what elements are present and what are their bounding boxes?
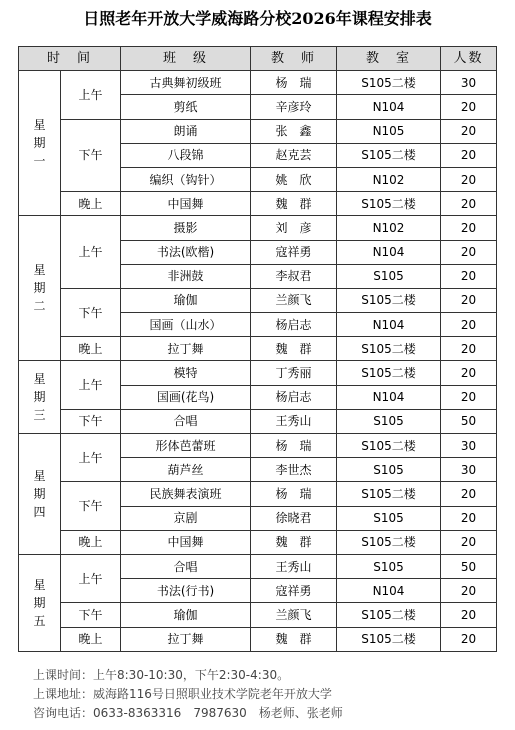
count-cell: 30 [441, 71, 497, 95]
count-cell: 30 [441, 434, 497, 458]
teacher-cell: 辛彦玲 [251, 95, 337, 119]
room-cell: N104 [337, 579, 441, 603]
footer-notes [33, 666, 343, 723]
class-cell: 合唱 [121, 554, 251, 578]
room-cell: S105二楼 [337, 143, 441, 167]
class-cell: 剪纸 [121, 95, 251, 119]
teacher-cell: 王秀山 [251, 409, 337, 433]
day-cell [19, 216, 61, 361]
teacher-cell: 兰颜飞 [251, 288, 337, 312]
table-row [19, 216, 497, 240]
day-char: 一 [33, 154, 46, 169]
slot-cell: 上午 [61, 554, 121, 602]
class-cell: 朗诵 [121, 119, 251, 143]
teacher-cell: 张 鑫 [251, 119, 337, 143]
count-cell: 20 [441, 482, 497, 506]
count-cell: 20 [441, 530, 497, 554]
room-cell: S105二楼 [337, 71, 441, 95]
day-char: 期 [33, 486, 46, 501]
slot-cell: 上午 [61, 361, 121, 409]
teacher-cell: 魏 群 [251, 192, 337, 216]
day-char: 五 [33, 613, 46, 628]
room-cell: N104 [337, 385, 441, 409]
day-char: 期 [33, 595, 46, 610]
day-char: 期 [33, 390, 46, 405]
class-cell: 形体芭蕾班 [121, 434, 251, 458]
room-cell: S105二楼 [337, 337, 441, 361]
teacher-cell: 李世杰 [251, 458, 337, 482]
room-cell: S105 [337, 506, 441, 530]
table-row [19, 361, 497, 385]
slot-cell: 上午 [61, 71, 121, 119]
day-cell [19, 361, 61, 434]
count-cell: 20 [441, 337, 497, 361]
class-cell: 古典舞初级班 [121, 71, 251, 95]
page-title: 日照老年开放大学威海路分校2026年课程安排表 [83, 9, 432, 28]
count-cell: 20 [441, 119, 497, 143]
room-cell: N104 [337, 313, 441, 337]
count-cell: 20 [441, 627, 497, 651]
class-cell: 中国舞 [121, 192, 251, 216]
table-header-row [19, 47, 497, 71]
slot-cell: 晚上 [61, 337, 121, 361]
schedule-body [19, 71, 497, 652]
teacher-cell: 杨 瑞 [251, 71, 337, 95]
class-cell: 葫芦丝 [121, 458, 251, 482]
room-cell: S105二楼 [337, 434, 441, 458]
slot-cell: 下午 [61, 603, 121, 627]
room-cell: S105二楼 [337, 603, 441, 627]
table-row [19, 337, 497, 361]
room-cell: S105 [337, 264, 441, 288]
teacher-cell: 徐晓君 [251, 506, 337, 530]
count-cell: 20 [441, 143, 497, 167]
slot-cell: 上午 [61, 216, 121, 289]
day-char: 星 [33, 118, 46, 133]
count-cell: 20 [441, 506, 497, 530]
teacher-cell: 姚 欣 [251, 167, 337, 191]
header-class: 班 级 [121, 47, 251, 71]
room-cell: S105 [337, 554, 441, 578]
slot-cell: 下午 [61, 409, 121, 433]
day-char: 二 [33, 299, 46, 314]
room-cell: S105二楼 [337, 627, 441, 651]
day-char: 星 [33, 263, 46, 278]
class-cell: 中国舞 [121, 530, 251, 554]
slot-cell: 晚上 [61, 530, 121, 554]
teacher-cell: 刘 彦 [251, 216, 337, 240]
count-cell: 20 [441, 95, 497, 119]
footer-contact: 咨询电话：0633-8363316 7987630 杨老师、张老师 [33, 706, 343, 720]
count-cell: 50 [441, 409, 497, 433]
table-row [19, 554, 497, 578]
teacher-cell: 王秀山 [251, 554, 337, 578]
slot-cell: 上午 [61, 434, 121, 482]
count-cell: 20 [441, 288, 497, 312]
footer-class-time: 上课时间：上午8:30-10:30，下午2:30-4:30。 [33, 668, 290, 682]
table-row [19, 192, 497, 216]
class-cell: 京剧 [121, 506, 251, 530]
room-cell: S105二楼 [337, 288, 441, 312]
table-row [19, 119, 497, 143]
count-cell: 20 [441, 579, 497, 603]
class-cell: 国画(花鸟) [121, 385, 251, 409]
room-cell: N102 [337, 167, 441, 191]
teacher-cell: 李叔君 [251, 264, 337, 288]
slot-cell: 下午 [61, 119, 121, 192]
table-row [19, 627, 497, 651]
room-cell: S105二楼 [337, 192, 441, 216]
footer-address: 上课地址：威海路116号日照职业技术学院老年开放大学 [33, 687, 332, 701]
class-cell: 拉丁舞 [121, 337, 251, 361]
room-cell: S105 [337, 458, 441, 482]
class-cell: 瑜伽 [121, 288, 251, 312]
slot-cell: 晚上 [61, 627, 121, 651]
class-cell: 拉丁舞 [121, 627, 251, 651]
teacher-cell: 魏 群 [251, 530, 337, 554]
table-row [19, 530, 497, 554]
header-time: 时 间 [19, 47, 121, 71]
room-cell: N104 [337, 240, 441, 264]
teacher-cell: 魏 群 [251, 337, 337, 361]
count-cell: 20 [441, 192, 497, 216]
table-row [19, 288, 497, 312]
day-char: 期 [33, 136, 46, 151]
count-cell: 20 [441, 603, 497, 627]
class-cell: 书法(欧楷) [121, 240, 251, 264]
teacher-cell: 丁秀丽 [251, 361, 337, 385]
table-row [19, 434, 497, 458]
table-row [19, 71, 497, 95]
slot-cell: 晚上 [61, 192, 121, 216]
count-cell: 20 [441, 361, 497, 385]
class-cell: 合唱 [121, 409, 251, 433]
teacher-cell: 杨 瑞 [251, 482, 337, 506]
class-cell: 摄影 [121, 216, 251, 240]
count-cell: 30 [441, 458, 497, 482]
class-cell: 八段锦 [121, 143, 251, 167]
count-cell: 50 [441, 554, 497, 578]
count-cell: 20 [441, 167, 497, 191]
class-cell: 瑜伽 [121, 603, 251, 627]
teacher-cell: 杨 瑞 [251, 434, 337, 458]
day-cell [19, 71, 61, 216]
header-teacher: 教 师 [251, 47, 337, 71]
teacher-cell: 杨启志 [251, 385, 337, 409]
room-cell: N102 [337, 216, 441, 240]
header-count: 人数 [441, 47, 497, 71]
count-cell: 20 [441, 313, 497, 337]
room-cell: N105 [337, 119, 441, 143]
header-room: 教 室 [337, 47, 441, 71]
teacher-cell: 魏 群 [251, 627, 337, 651]
class-cell: 编织（钩针） [121, 167, 251, 191]
day-char: 期 [33, 281, 46, 296]
teacher-cell: 寇祥勇 [251, 579, 337, 603]
day-cell [19, 554, 61, 651]
room-cell: S105二楼 [337, 482, 441, 506]
count-cell: 20 [441, 240, 497, 264]
day-char: 四 [33, 504, 46, 519]
table-row [19, 603, 497, 627]
room-cell: S105二楼 [337, 361, 441, 385]
count-cell: 20 [441, 264, 497, 288]
day-char: 星 [33, 372, 46, 387]
room-cell: N104 [337, 95, 441, 119]
table-row [19, 482, 497, 506]
slot-cell: 下午 [61, 482, 121, 530]
teacher-cell: 寇祥勇 [251, 240, 337, 264]
class-cell: 民族舞表演班 [121, 482, 251, 506]
class-cell: 书法(行书) [121, 579, 251, 603]
teacher-cell: 赵克芸 [251, 143, 337, 167]
teacher-cell: 兰颜飞 [251, 603, 337, 627]
room-cell: S105 [337, 409, 441, 433]
class-cell: 模特 [121, 361, 251, 385]
schedule-table [18, 46, 497, 652]
table-row [19, 409, 497, 433]
count-cell: 20 [441, 385, 497, 409]
teacher-cell: 杨启志 [251, 313, 337, 337]
class-cell: 国画（山水） [121, 313, 251, 337]
class-cell: 非洲鼓 [121, 264, 251, 288]
day-char: 星 [33, 577, 46, 592]
room-cell: S105二楼 [337, 530, 441, 554]
slot-cell: 下午 [61, 288, 121, 336]
count-cell: 20 [441, 216, 497, 240]
day-char: 三 [33, 408, 46, 423]
day-char: 星 [33, 468, 46, 483]
day-cell [19, 434, 61, 555]
